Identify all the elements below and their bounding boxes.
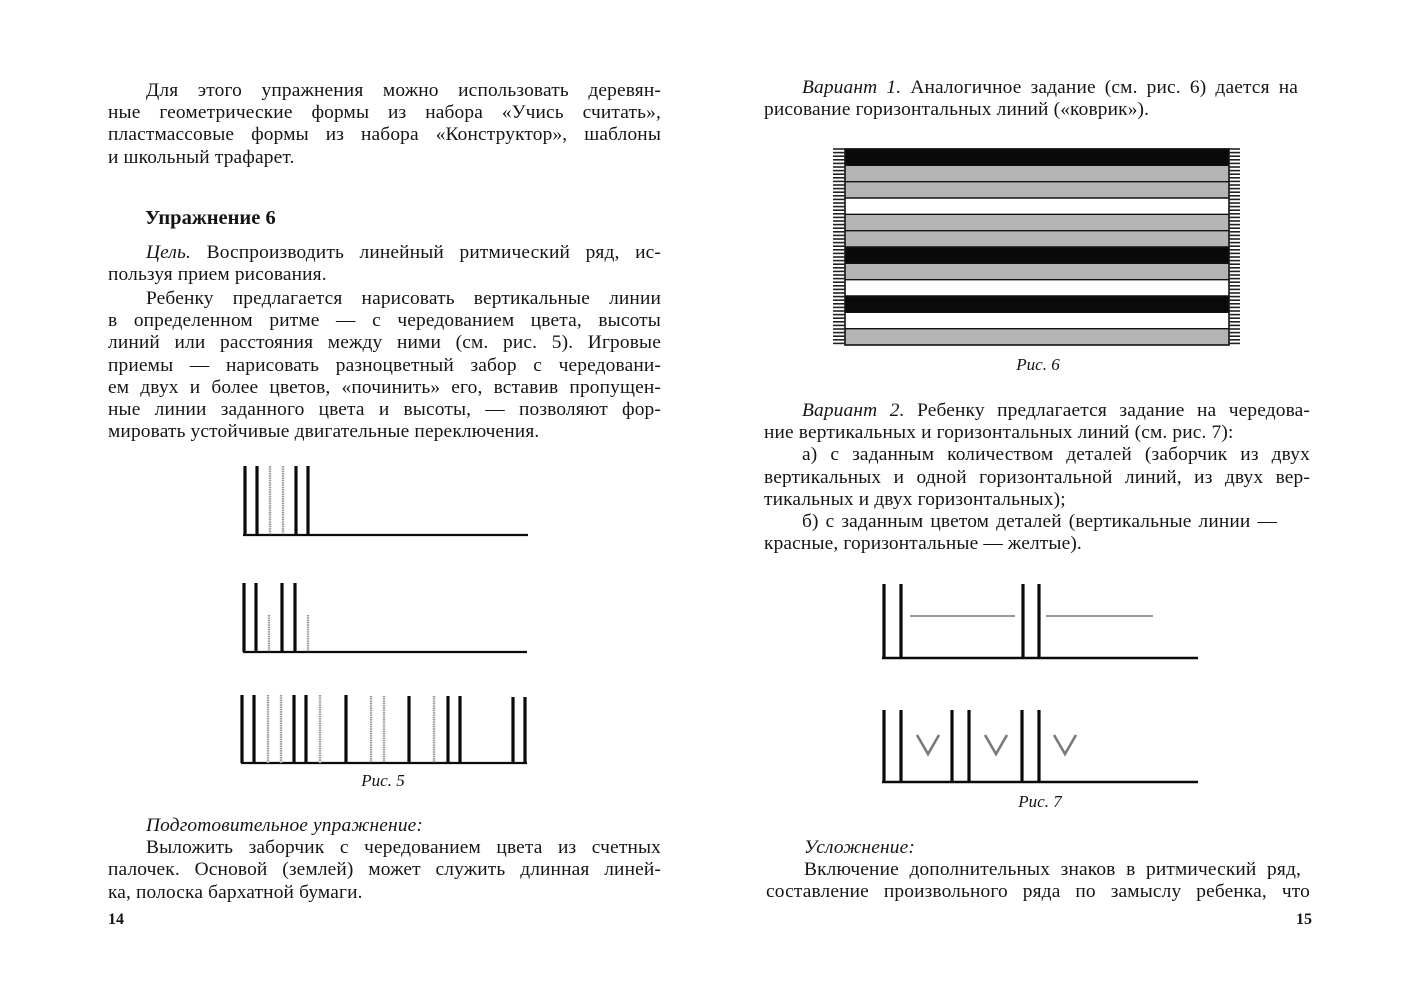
- intro-line: Для этого упражнения можно использовать деревян-: [146, 80, 661, 101]
- goal-label: Цель.: [146, 242, 192, 263]
- task-line: приемы — нарисовать разноцветный забор с чередовани-: [108, 354, 661, 376]
- item-a-line: тикальных и двух горизонтальных);: [764, 488, 1066, 510]
- exercise-heading: Упражнение 6: [145, 207, 276, 229]
- variant2-line: ние вертикальных и горизонтальных линий (см. рис. 7):: [764, 422, 1234, 444]
- intro-line: ные геометрические формы из набора «Учись считать»,: [108, 102, 661, 124]
- check-mark-icon: [917, 735, 939, 754]
- page-number-right: 15: [1296, 911, 1312, 928]
- goal-line: пользуя прием рисования.: [108, 264, 327, 286]
- intro-line: и школьный трафарет.: [108, 146, 295, 168]
- prep-line: палочек. Основой (землей) может служить длинная линей-: [108, 859, 661, 881]
- figure-5-caption: Рис. 5: [361, 771, 405, 790]
- goal-line: Цель. Воспроизводить линейный ритмический ряд, ис-: [146, 242, 661, 263]
- prep-line: ка, полоска бархатной бумаги.: [108, 881, 363, 903]
- task-line: ные линии заданного цвета и высоты, — позволяют фор-: [108, 399, 661, 421]
- intro-line: пластмассовые формы из набора «Конструктор», шаблоны: [108, 124, 661, 146]
- item-a-line: а) с заданным количеством деталей (заборчик из двух: [802, 444, 1310, 466]
- variant1-label: Вариант 1.: [802, 77, 902, 98]
- item-b-line: красные, горизонтальные — желтые).: [764, 533, 1082, 555]
- item-a-line: вертикальных и одной горизонтальной линий, из двух вер-: [764, 466, 1310, 488]
- complication-line: Включение дополнительных знаков в ритмический ряд,: [804, 859, 1301, 881]
- figure-6-caption: Рис. 6: [1016, 355, 1060, 374]
- item-b-line: б) с заданным цветом деталей (вертикальные линии —: [802, 511, 1277, 533]
- variant1-line: Вариант 1. Аналогичное задание (см. рис. 6) дается на: [802, 77, 1299, 98]
- prep-line: Выложить заборчик с чередованием цвета из счетных: [146, 837, 661, 859]
- complication-heading: Усложнение:: [804, 837, 915, 858]
- page-number-left: 14: [108, 911, 124, 928]
- complication-line: составление произвольного ряда по замыслу ребенка, что: [766, 881, 1310, 903]
- variant2-label: Вариант 2.: [802, 400, 905, 421]
- complication-section: [766, 837, 1310, 904]
- variant1-line: рисование горизонтальных линий («коврик»).: [764, 99, 1150, 121]
- task-line: ем двух и более цветов, «починить» его, вставив пропущен-: [108, 376, 661, 398]
- check-mark-icon: [985, 735, 1007, 754]
- task-line: в определенном ритме — с чередованием цвета, высоты: [108, 310, 661, 332]
- figure-7-caption: Рис. 7: [1018, 792, 1062, 811]
- task-line: Ребенку предлагается нарисовать вертикальные линии: [146, 288, 661, 309]
- task-line: мировать устойчивые двигательные переключения.: [108, 421, 540, 443]
- task-line: линий или расстояния между ними (см. рис. 5). Игровые: [108, 332, 661, 354]
- variant2-line: Вариант 2. Ребенку предлагается задание на чередова-: [802, 400, 1311, 421]
- check-mark-icon: [1054, 735, 1076, 754]
- prep-heading: Подготовительное упражнение:: [146, 815, 424, 836]
